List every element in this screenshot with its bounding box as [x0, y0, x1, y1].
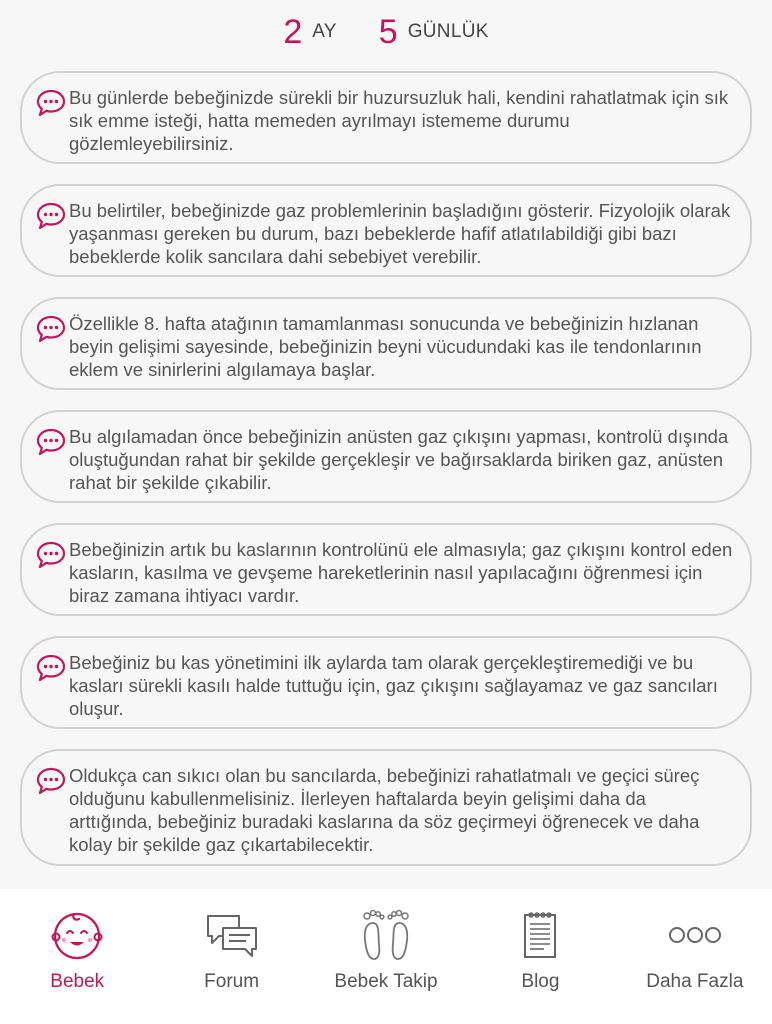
info-card-text: Bebeğiniz bu kas yönetimini ilk aylarda tam olarak gerçekleştiremediği ve bu kasları sürekli kasılı halde tuttuğu için, gaz çıkışını sağlayamaz ve gaz sancıları oluşur.: [69, 652, 718, 719]
notepad-icon: [510, 907, 570, 963]
info-card: [20, 523, 752, 616]
info-card: [20, 184, 752, 277]
info-card-list: [20, 71, 752, 886]
info-card-text: Özellikle 8. hafta atağının tamamlanması sonucunda ve bebeğinizin hızlanan beyin gelişimi sayesinde, bebeğinizin beyni vücudundaki kas ile tendonlarının eklem ve sinirlerini algılamaya başlar.: [69, 313, 702, 380]
months-counter: [283, 15, 336, 49]
days-unit: GÜNLÜK: [407, 21, 489, 42]
info-card-text: Oldukça can sıkıcı olan bu sancılarda, bebeğinizi rahatlatmalı ve geçici süreç olduğunu kabullenmelisiniz. İlerleyen haftalarda beyin gelişimi daha da arttığında, bebeğiniz buradaki kaslarına da söz geçirmeyi öğrenecek ve daha kolay bir şekilde gaz çıkartabilecektir.: [69, 765, 700, 855]
footprints-icon: [356, 907, 416, 963]
nav-item-blog[interactable]: [463, 889, 617, 1024]
nav-label-daha-fazla: Daha Fazla: [646, 971, 744, 992]
info-card-text: Bebeğinizin artık bu kaslarının kontrolünü ele almasıyla; gaz çıkışını kontrol eden kasların, kasılma ve gevşeme hareketlerinin nasıl yapılacağını öğrenmesi için biraz zamana ihtiyacı vardır.: [69, 539, 733, 606]
speech-bubble-icon: [36, 88, 66, 118]
info-card: [20, 71, 752, 164]
nav-item-bebek[interactable]: [0, 889, 154, 1024]
more-dots-icon: [665, 907, 725, 963]
speech-bubble-icon: [36, 766, 66, 796]
info-card-text: Bu günlerde bebeğinizde sürekli bir huzursuzluk hali, kendini rahatlatmak için sık sık emme isteği, hatta memeden ayrılmayı istememe durumu gözlemleyebilirsiniz.: [69, 87, 729, 154]
days-counter: [379, 15, 489, 49]
nav-label-blog: Blog: [521, 971, 560, 992]
days-value: 5: [378, 13, 398, 51]
nav-label-bebek-takip: Bebek Takip: [334, 971, 438, 992]
months-value: 2: [283, 13, 303, 51]
nav-label-bebek: Bebek: [50, 971, 105, 992]
info-card: [20, 636, 752, 729]
info-card: [20, 410, 752, 503]
info-card: [20, 297, 752, 390]
speech-bubble-icon: [36, 653, 66, 683]
speech-bubble-icon: [36, 314, 66, 344]
baby-face-icon: [47, 907, 107, 963]
nav-label-forum: Forum: [204, 971, 260, 992]
info-card-text: Bu algılamadan önce bebeğinizin anüsten gaz çıkışını yapması, kontrolü dışında oluştuğundan rahat bir şekilde gerçekleşir ve bağırsaklarda biriken gaz, anüsten rahat bir şekilde çıkabilir.: [69, 426, 729, 493]
months-unit: AY: [312, 21, 337, 42]
info-card-text: Bu belirtiler, bebeğinizde gaz problemlerinin başladığını gösterir. Fizyolojik olarak yaşanması gereken bu durum, bazı bebeklerde hafif atlatılabildiği gibi bazı bebeklerde kolik sancılara dahi sebebiyet verebilir.: [69, 200, 731, 267]
chat-bubbles-icon: [202, 907, 262, 963]
info-card: [20, 749, 752, 866]
speech-bubble-icon: [36, 201, 66, 231]
speech-bubble-icon: [36, 427, 66, 457]
speech-bubble-icon: [36, 540, 66, 570]
nav-item-forum[interactable]: [154, 889, 308, 1024]
nav-item-daha-fazla[interactable]: [618, 889, 772, 1024]
age-header: [0, 10, 772, 54]
bottom-nav: [0, 889, 772, 1024]
nav-item-bebek-takip[interactable]: [309, 889, 463, 1024]
